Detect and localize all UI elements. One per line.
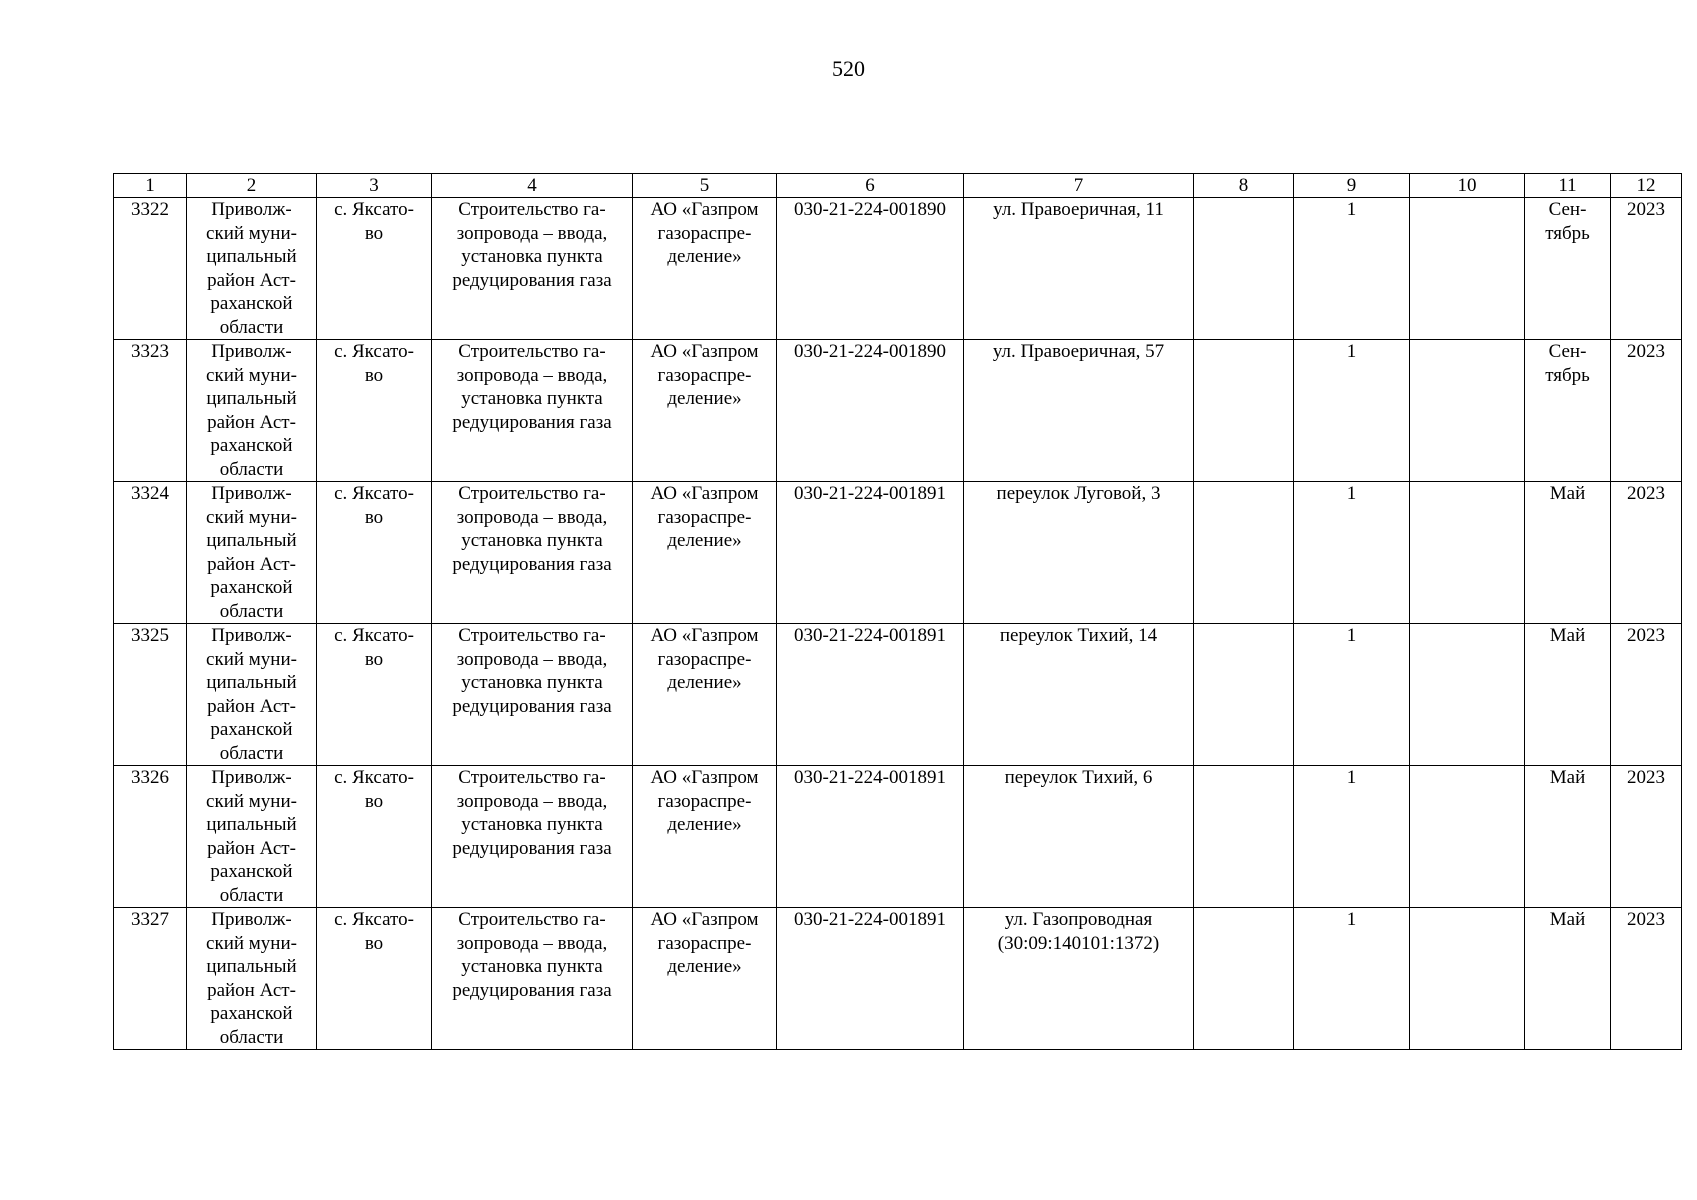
address-cell: переулок Луговой, 3: [964, 482, 1194, 624]
year-cell: 2023: [1611, 624, 1682, 766]
column-number: 9: [1294, 174, 1410, 198]
year-cell: 2023: [1611, 908, 1682, 1050]
month-cell: Сен- тябрь: [1525, 198, 1611, 340]
municipality-cell: Приволж- ский муни- ципальный район Аст- раханской области: [187, 624, 317, 766]
organization-cell: АО «Газпром газораспре- деление»: [633, 198, 777, 340]
table-row: [114, 198, 1682, 340]
col-8-value-cell: [1194, 340, 1294, 482]
col-10-value-cell: [1410, 340, 1525, 482]
year-cell: 2023: [1611, 198, 1682, 340]
settlement-cell: с. Яксато- во: [317, 482, 432, 624]
address-cell: переулок Тихий, 14: [964, 624, 1194, 766]
row-number-cell: 3325: [114, 624, 187, 766]
address-cell: ул. Газопроводная (30:09:140101:1372): [964, 908, 1194, 1050]
settlement-cell: с. Яксато- во: [317, 340, 432, 482]
registry-number-cell: 030-21-224-001890: [777, 340, 964, 482]
registry-number-cell: 030-21-224-001890: [777, 198, 964, 340]
settlement-cell: с. Яксато- во: [317, 624, 432, 766]
quantity-cell: 1: [1294, 340, 1410, 482]
organization-cell: АО «Газпром газораспре- деление»: [633, 766, 777, 908]
quantity-cell: 1: [1294, 908, 1410, 1050]
column-number: 10: [1410, 174, 1525, 198]
address-cell: ул. Правоеричная, 11: [964, 198, 1194, 340]
column-number: 8: [1194, 174, 1294, 198]
column-number: 2: [187, 174, 317, 198]
year-cell: 2023: [1611, 340, 1682, 482]
settlement-cell: с. Яксато- во: [317, 766, 432, 908]
address-cell: ул. Правоеричная, 57: [964, 340, 1194, 482]
registry-number-cell: 030-21-224-001891: [777, 908, 964, 1050]
col-10-value-cell: [1410, 198, 1525, 340]
month-cell: Май: [1525, 482, 1611, 624]
col-10-value-cell: [1410, 908, 1525, 1050]
year-cell: 2023: [1611, 482, 1682, 624]
organization-cell: АО «Газпром газораспре- деление»: [633, 908, 777, 1050]
month-cell: Май: [1525, 624, 1611, 766]
col-8-value-cell: [1194, 198, 1294, 340]
table-row: [114, 482, 1682, 624]
column-number: 5: [633, 174, 777, 198]
registry-number-cell: 030-21-224-001891: [777, 482, 964, 624]
table-row: [114, 908, 1682, 1050]
column-number: 1: [114, 174, 187, 198]
quantity-cell: 1: [1294, 198, 1410, 340]
column-number: 7: [964, 174, 1194, 198]
column-number: 3: [317, 174, 432, 198]
organization-cell: АО «Газпром газораспре- деление»: [633, 624, 777, 766]
data-table: [113, 173, 1682, 1050]
page-number: 520: [832, 56, 865, 81]
work-description-cell: Строительство га- зопровода – ввода, установка пункта редуцирования газа: [432, 624, 633, 766]
registry-number-cell: 030-21-224-001891: [777, 624, 964, 766]
work-description-cell: Строительство га- зопровода – ввода, установка пункта редуцирования газа: [432, 340, 633, 482]
municipality-cell: Приволж- ский муни- ципальный район Аст- раханской области: [187, 908, 317, 1050]
work-description-cell: Строительство га- зопровода – ввода, установка пункта редуцирования газа: [432, 482, 633, 624]
organization-cell: АО «Газпром газораспре- деление»: [633, 482, 777, 624]
row-number-cell: 3327: [114, 908, 187, 1050]
month-cell: Май: [1525, 908, 1611, 1050]
col-10-value-cell: [1410, 766, 1525, 908]
table-row: [114, 624, 1682, 766]
column-number: 11: [1525, 174, 1611, 198]
quantity-cell: 1: [1294, 766, 1410, 908]
quantity-cell: 1: [1294, 482, 1410, 624]
column-number-row: [114, 174, 1682, 198]
work-description-cell: Строительство га- зопровода – ввода, установка пункта редуцирования газа: [432, 908, 633, 1050]
col-8-value-cell: [1194, 766, 1294, 908]
year-cell: 2023: [1611, 766, 1682, 908]
row-number-cell: 3326: [114, 766, 187, 908]
registry-number-cell: 030-21-224-001891: [777, 766, 964, 908]
municipality-cell: Приволж- ский муни- ципальный район Аст- раханской области: [187, 482, 317, 624]
organization-cell: АО «Газпром газораспре- деление»: [633, 340, 777, 482]
table-row: [114, 340, 1682, 482]
col-8-value-cell: [1194, 624, 1294, 766]
col-8-value-cell: [1194, 908, 1294, 1050]
settlement-cell: с. Яксато- во: [317, 198, 432, 340]
col-10-value-cell: [1410, 482, 1525, 624]
col-8-value-cell: [1194, 482, 1294, 624]
municipality-cell: Приволж- ский муни- ципальный район Аст- раханской области: [187, 198, 317, 340]
work-description-cell: Строительство га- зопровода – ввода, установка пункта редуцирования газа: [432, 766, 633, 908]
settlement-cell: с. Яксато- во: [317, 908, 432, 1050]
quantity-cell: 1: [1294, 624, 1410, 766]
row-number-cell: 3322: [114, 198, 187, 340]
work-description-cell: Строительство га- зопровода – ввода, установка пункта редуцирования газа: [432, 198, 633, 340]
column-number: 6: [777, 174, 964, 198]
month-cell: Сен- тябрь: [1525, 340, 1611, 482]
table-row: [114, 766, 1682, 908]
municipality-cell: Приволж- ский муни- ципальный район Аст- раханской области: [187, 340, 317, 482]
row-number-cell: 3323: [114, 340, 187, 482]
col-10-value-cell: [1410, 624, 1525, 766]
municipality-cell: Приволж- ский муни- ципальный район Аст- раханской области: [187, 766, 317, 908]
column-number: 12: [1611, 174, 1682, 198]
column-number: 4: [432, 174, 633, 198]
row-number-cell: 3324: [114, 482, 187, 624]
address-cell: переулок Тихий, 6: [964, 766, 1194, 908]
month-cell: Май: [1525, 766, 1611, 908]
